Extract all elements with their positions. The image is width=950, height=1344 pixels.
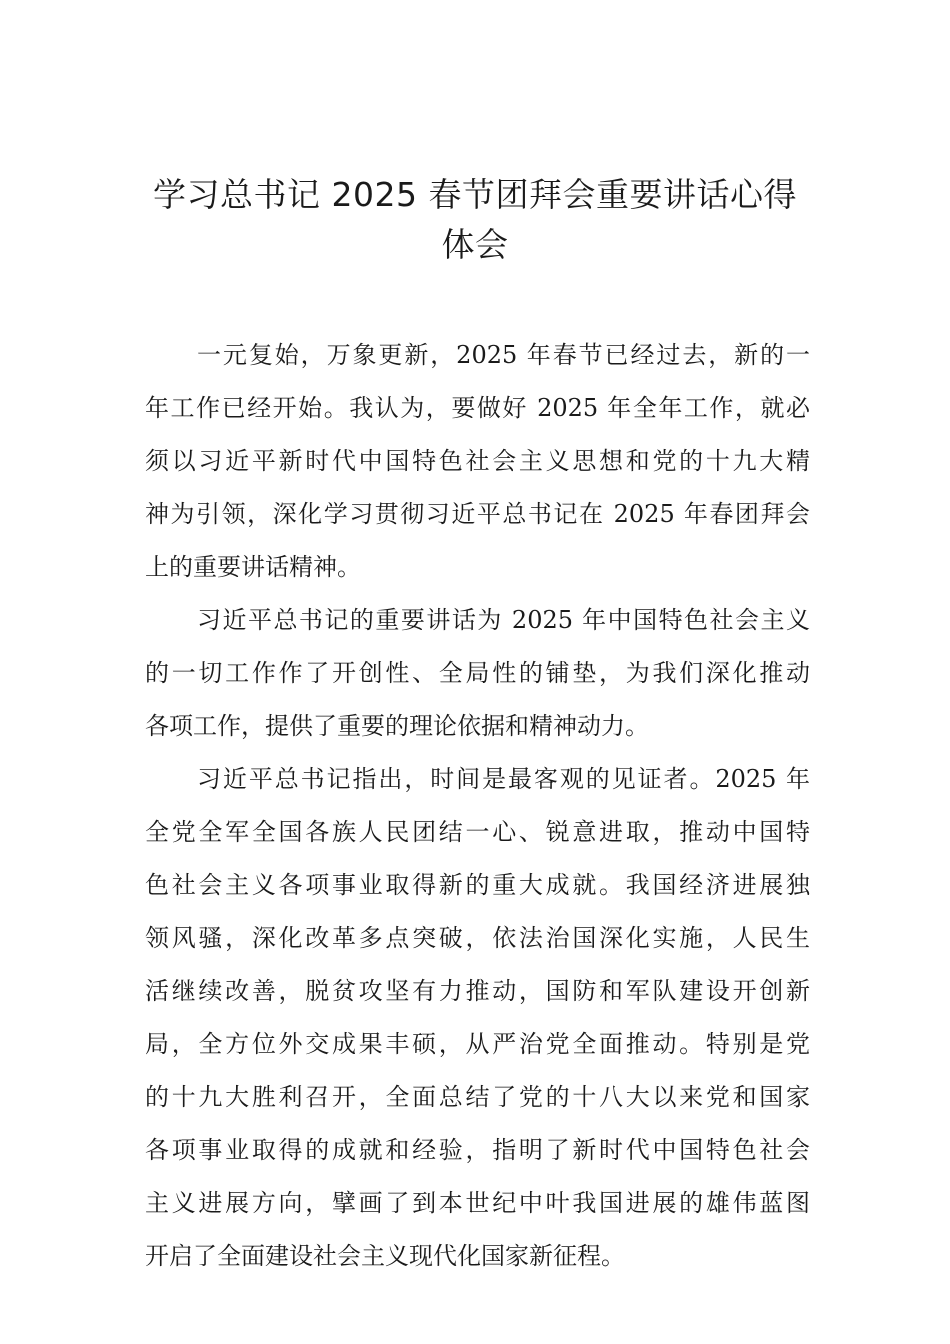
paragraph-line: 局，全方位外交成果丰硕，从严治党全面推动。特别是党	[145, 1030, 810, 1058]
paragraph-line: 全党全军全国各族人民团结一心、锐意进取，推动中国特	[145, 818, 810, 846]
document-body	[145, 329, 810, 1283]
paragraph-line: 的一切工作作了开创性、全局性的铺垫，为我们深化推动	[145, 659, 810, 687]
paragraph-line: 色社会主义各项事业取得新的重大成就。我国经济进展独	[145, 871, 810, 899]
paragraph-line: 须以习近平新时代中国特色社会主义思想和党的十九大精	[145, 447, 810, 475]
paragraph-line: 各项工作，提供了重要的理论依据和精神动力。	[145, 712, 649, 740]
paragraph-line: 神为引领，深化学习贯彻习近平总书记在 2025 年春团拜会	[145, 500, 810, 528]
paragraph-line: 各项事业取得的成就和经验，指明了新时代中国特色社会	[145, 1136, 810, 1164]
paragraph-line: 上的重要讲话精神。	[145, 553, 361, 581]
paragraph-line: 领风骚，深化改革多点突破，依法治国深化实施，人民生	[145, 924, 810, 952]
paragraph	[145, 753, 810, 1283]
paragraph-line: 活继续改善，脱贫攻坚有力推动，国防和军队建设开创新	[145, 977, 810, 1005]
paragraph-line: 习近平总书记指出，时间是最客观的见证者。2025 年	[197, 765, 810, 793]
paragraph-line: 年工作已经开始。我认为，要做好 2025 年全年工作，就必	[145, 394, 810, 422]
paragraph-line: 开启了全面建设社会主义现代化国家新征程。	[145, 1242, 625, 1270]
paragraph-line: 习近平总书记的重要讲话为 2025 年中国特色社会主义	[197, 606, 810, 634]
paragraph-line: 的十九大胜利召开，全面总结了党的十八大以来党和国家	[145, 1083, 810, 1111]
paragraph-line: 主义进展方向，擘画了到本世纪中叶我国进展的雄伟蓝图	[145, 1189, 810, 1217]
paragraph	[145, 594, 810, 753]
title-line: 学习总书记 2025 春节团拜会重要讲话心得	[153, 175, 797, 214]
title-line: 体会	[441, 225, 509, 264]
paragraph	[145, 329, 810, 594]
paragraph-line: 一元复始，万象更新，2025 年春节已经过去，新的一	[197, 341, 810, 369]
document-title	[140, 170, 810, 270]
